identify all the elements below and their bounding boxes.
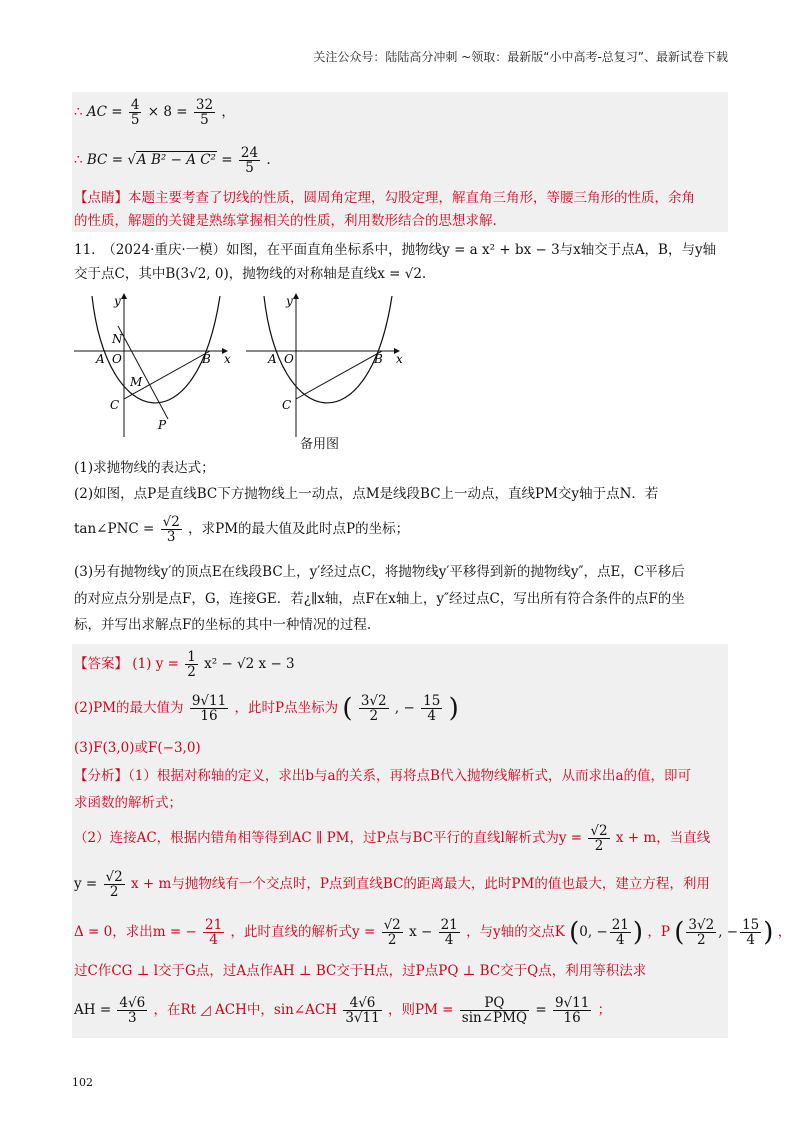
comment-line-2: 的性质，解题的关键是熟练掌握相关的性质，利用数形结合的思想求解.: [74, 213, 497, 229]
analysis-label: 【分析】: [74, 768, 128, 784]
label-x: x: [396, 352, 403, 366]
l5-p-x: $\frac{3√2}{2}$: [688, 917, 715, 949]
l7-result-fraction: $\frac{9√11}{16}$: [554, 995, 590, 1027]
label-a: A: [96, 352, 105, 366]
parabola-figure-main: [72, 291, 242, 441]
l5-end: ，: [777, 924, 792, 941]
l5-a: Δ = 0，求出m = −: [74, 924, 197, 941]
question-2b: [74, 515, 409, 544]
l5-p-mid: , −: [718, 924, 739, 941]
paren-close: ): [763, 917, 774, 948]
a2-pre: (2)PM的最大值为: [74, 700, 184, 717]
label-c: C: [110, 398, 120, 412]
label-a: A: [268, 352, 277, 366]
q2b-post: ，求PM的最大值及此时点P的坐标；: [188, 521, 410, 538]
label-p: P: [158, 418, 167, 432]
l5-e: ，P: [647, 924, 670, 941]
label-x: x: [224, 352, 231, 366]
bc-eq: =: [111, 152, 124, 169]
l5-b: ，此时直线的解析式y =: [230, 924, 376, 941]
y-axis-arrow: [293, 293, 299, 299]
ac-eq: =: [111, 104, 123, 121]
question-1: (1)求抛物线的表达式；: [74, 460, 215, 476]
ac-fraction-1: $\frac{4}{5}$: [130, 97, 140, 129]
ac-end: ，: [221, 104, 235, 121]
analysis-line-4: [74, 870, 710, 899]
comment-text-1: 本题主要考查了切线的性质，圆周角定理，勾股定理，解直角三角形，等腰三角形的性质，余角: [128, 190, 695, 206]
label-b: B: [374, 352, 383, 366]
parabola-curve: [92, 296, 220, 403]
sqrt-sign: √: [127, 152, 136, 169]
ac-equation: [74, 98, 235, 127]
l4-post: x + m与抛物线有一个交点时，P点到直线BC的距离最大，此时PM的值也最大，建立方程，利用: [131, 876, 710, 893]
label-y: y: [286, 294, 293, 308]
analysis-line-3: [74, 824, 710, 853]
l7-a: AH =: [74, 1002, 112, 1019]
analysis-line-7: [74, 996, 611, 1025]
l4-pre: y =: [74, 876, 98, 893]
a1-pre: (1) y =: [132, 656, 179, 673]
ac-multiply: × 8 =: [147, 104, 188, 121]
answer-line-3: (3)F(3,0)或F(−3,0): [74, 740, 201, 756]
answer-line-2: [74, 694, 459, 723]
parabola-figure-spare: [244, 291, 414, 441]
ac-var: AC: [86, 104, 107, 121]
therefore-symbol: ∴: [74, 104, 83, 121]
label-o: O: [112, 352, 122, 366]
paren-close: ): [448, 693, 459, 724]
l5-d: ，与y轴的交点K: [466, 924, 565, 941]
a2-p-x: $\frac{3√2}{2}$: [360, 693, 387, 725]
paren-close: ): [632, 917, 644, 948]
answer-line-1: [74, 650, 295, 679]
l5-k-pre: 0, −: [579, 924, 608, 941]
comment-line-1: [74, 192, 695, 206]
bc-end: .: [266, 152, 271, 169]
a2-max-fraction: $\frac{9√11}{16}$: [191, 693, 227, 725]
page-header: 关注公众号：陆陆高分冲刺 ~领取：最新版“小中高考-总复习”、最新试卷下载: [313, 50, 728, 64]
bc-fraction: $\frac{24}{5}$: [240, 145, 259, 177]
l5-c: x −: [409, 924, 433, 941]
l3-post: x + m，当直线: [615, 830, 711, 847]
l5-p-y: $\frac{15}{4}$: [742, 917, 760, 949]
analysis-text-1: （1）根据对称轴的定义，求出b与a的关系，再将点B代入抛物线解析式，从而求出a的值，即可: [128, 768, 691, 784]
figure-caption: 备用图: [300, 437, 340, 452]
y-axis-arrow: [121, 293, 127, 299]
l3-fraction: $\frac{√2}{2}$: [590, 823, 608, 855]
paren-open: (: [569, 917, 580, 948]
bc-eq2: =: [221, 152, 233, 169]
l7-eq: =: [535, 1002, 547, 1019]
analysis-line-5: [74, 918, 791, 947]
a2-comma: , −: [394, 700, 415, 717]
label-b: B: [202, 352, 211, 366]
paren-open: (: [342, 693, 353, 724]
l7-b: ，在Rt ◿ ACH中，sin∠ACH: [153, 1002, 338, 1019]
l5-m-fraction: $\frac{21}{4}$: [205, 917, 223, 949]
bc-radicand: A B² − A C²: [136, 152, 216, 169]
answer-label: 【答案】: [74, 656, 128, 673]
l7-sin-fraction: $\frac{4√6}{3√11}$: [345, 995, 380, 1027]
l7-ah-fraction: $\frac{4√6}{3}$: [119, 995, 146, 1027]
problem-line-1: 11. （2024·重庆·一模）如图，在平面直角坐标系中，抛物线y = a x² + bx − 3与x轴交于点A，B，与y轴: [74, 242, 717, 258]
l7-end: ；: [597, 1002, 612, 1019]
l7-c: ，则PM =: [387, 1002, 454, 1019]
label-n: N: [112, 332, 123, 346]
a2-mid: ，此时P点坐标为: [234, 700, 339, 717]
a1-post: x² − √2 x − 3: [204, 656, 295, 673]
analysis-line-2: 求函数的解析式；: [74, 795, 182, 811]
l5-slope-fraction: $\frac{√2}{2}$: [383, 917, 401, 949]
parabola-curve: [264, 296, 392, 403]
problem-line-2: 交于点C，其中B(3√2, 0)，抛物线的对称轴是直线x = √2.: [74, 266, 427, 282]
label-o: O: [284, 352, 294, 366]
label-m: M: [130, 375, 143, 389]
question-3a: (3)另有抛物线y′的顶点E在线段BC上，y′经过点C，将抛物线y′平移得到新的抛物线y″，点E，C平移后: [74, 564, 685, 580]
q2b-fraction: $\frac{√2}{3}$: [162, 514, 180, 546]
l5-intercept-fraction: $\frac{21}{4}$: [440, 917, 458, 949]
l3-pre: （2）连接AC，根据内错角相等得到AC ∥ PM，过P点与BC平行的直线l解析式为y =: [74, 830, 583, 847]
l5-k-fraction: $\frac{21}{4}$: [611, 917, 629, 949]
l7-pm-fraction: $\frac{PQ}{\text{sin∠PMQ}}$: [461, 995, 528, 1027]
line-np: [118, 326, 168, 419]
therefore-symbol: ∴: [74, 152, 83, 169]
page-number: 102: [72, 1076, 93, 1089]
a1-fraction: $\frac{1}{2}$: [187, 649, 196, 681]
label-y: y: [114, 294, 121, 308]
question-3c: 标，并写出求解点F的坐标的其中一种情况的过程.: [74, 617, 372, 633]
q2b-pre: tan∠PNC =: [74, 521, 155, 538]
l4-fraction: $\frac{√2}{2}$: [105, 869, 123, 901]
question-3b: 的对应点分别是点F，G，连接GE．若¿∥x轴，点F在x轴上，y″经过点C，写出所有符合条件的点F的坐: [74, 591, 685, 607]
comment-label: 【点睛】: [74, 190, 128, 206]
analysis-line-6: 过C作CG ⊥ l交于G点，过A点作AH ⊥ BC交于H点，过P点PQ ⊥ BC交于Q点，利用等积法求: [74, 963, 647, 979]
question-2a: (2)如图，点P是直线BC下方抛物线上一动点，点M是线段BC上一动点，直线PM交y轴于点N．若: [74, 486, 659, 502]
label-c: C: [282, 398, 292, 412]
line-bc: [296, 351, 382, 399]
ac-fraction-2: $\frac{32}{5}$: [195, 97, 214, 129]
bc-equation: [74, 146, 271, 175]
paren-open: (: [674, 917, 685, 948]
analysis-line-1: [74, 770, 691, 784]
a2-p-y: $\frac{15}{4}$: [423, 693, 441, 725]
bc-var: BC: [86, 152, 108, 169]
